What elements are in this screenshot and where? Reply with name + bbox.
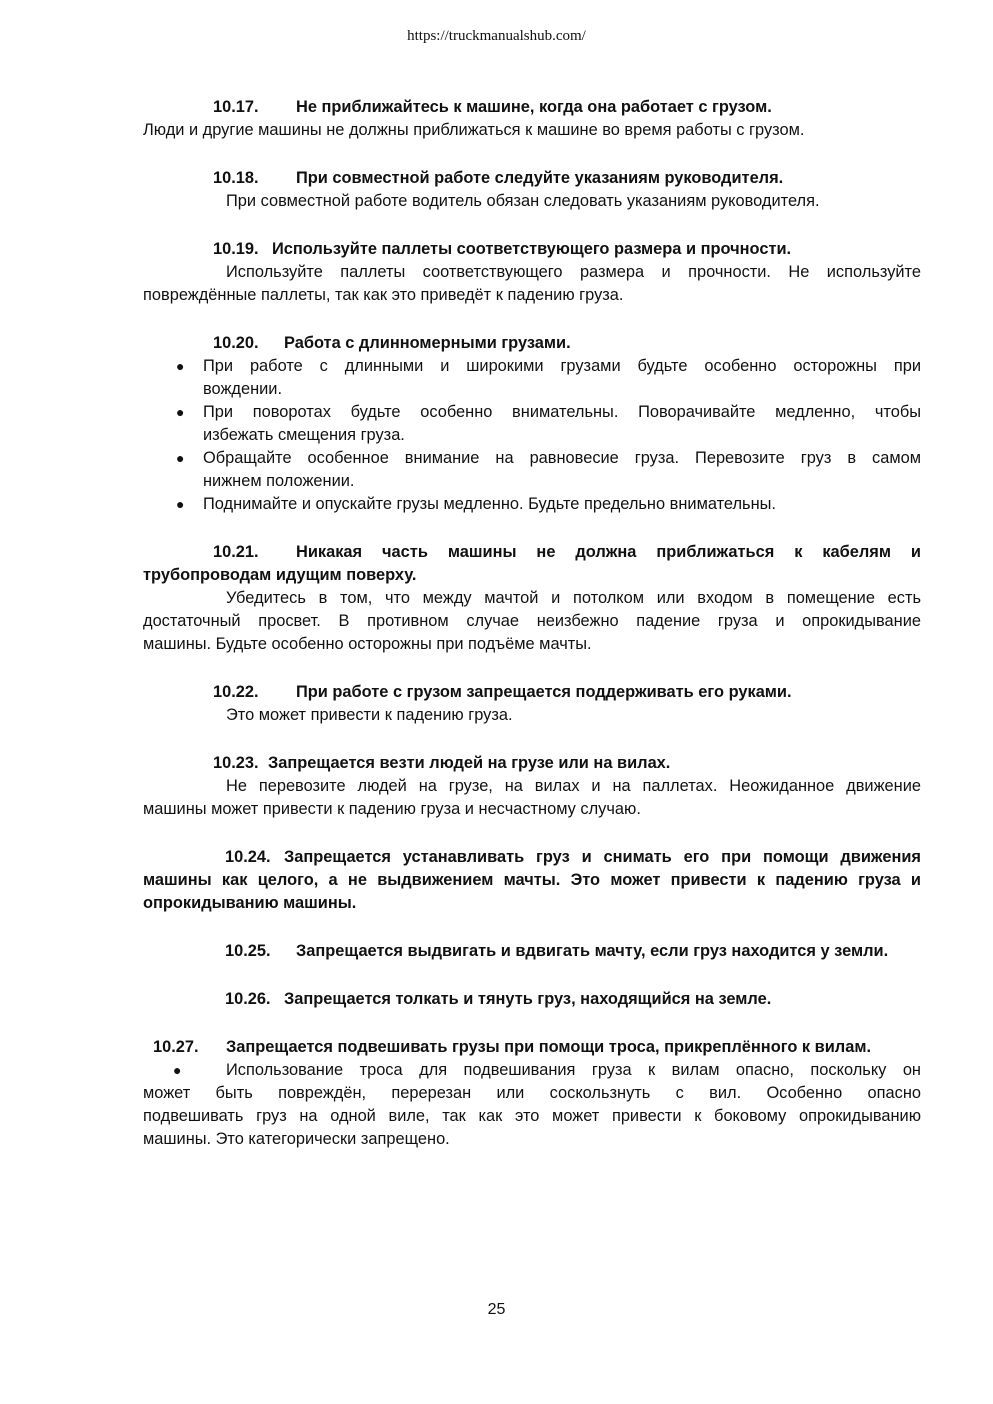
section-10-21-body-line: Убедитесь в том, что между мачтой и потолком или входом в помещение есть (226, 589, 921, 607)
section-10-24-heading-cont: машины как целого, а не выдвижением мачты. Это может привести к падению груза и (143, 871, 921, 889)
section-number: 10.25. (225, 942, 271, 960)
list-item-line: машины. Это категорически запрещено. (143, 1130, 450, 1148)
section-10-17-heading (143, 96, 921, 119)
list-item-line: При поворотах будьте особенно внимательны. Поворачивайте медленно, чтобы (203, 403, 921, 421)
section-10-22-body: Это может привести к падению груза. (226, 706, 513, 724)
section-10-23-heading (143, 752, 921, 775)
list-item-line: может быть повреждён, перерезан или соскользнуть с вил. Особенно опасно (143, 1084, 921, 1102)
list-item (143, 493, 921, 516)
section-title: Не приближайтесь к машине, когда она работает с грузом. (296, 98, 772, 116)
section-title: При работе с грузом запрещается поддерживать его руками. (296, 683, 792, 701)
list-item-line: избежать смещения груза. (203, 426, 405, 444)
section-10-17-body: Люди и другие машины не должны приближаться к машине во время работы с грузом. (143, 121, 805, 139)
section-10-22-heading (143, 681, 921, 704)
section-10-21-body-line: машины. Будьте особенно осторожны при подъёме мачты. (143, 635, 592, 653)
section-number: 10.24. (225, 848, 271, 866)
section-10-21-heading (143, 541, 921, 564)
section-number: 10.20. (213, 334, 259, 352)
section-10-24-heading (143, 846, 921, 869)
section-number: 10.19. (213, 240, 259, 258)
bullet-icon: ● (173, 1062, 182, 1078)
document-body (143, 96, 921, 1151)
section-10-23-body-line: машины может привести к падению груза и несчастному случаю. (143, 800, 641, 818)
section-10-20-heading (143, 332, 921, 355)
section-10-19-body-line: Используйте паллеты соответствующего размера и прочности. Не используйте (226, 263, 921, 281)
section-title: Никакая часть машины не должна приближаться к кабелям и (296, 543, 921, 561)
section-title: Работа с длинномерными грузами. (284, 334, 571, 352)
section-title: При совместной работе следуйте указаниям руководителя. (296, 169, 784, 187)
section-title: Запрещается подвешивать грузы при помощи троса, прикреплённого к вилам. (226, 1038, 872, 1056)
section-10-26-heading (143, 988, 921, 1011)
list-item (143, 355, 921, 401)
list-item-line: При работе с длинными и широкими грузами будьте особенно осторожны при (203, 357, 921, 375)
section-title: Запрещается выдвигать и вдвигать мачту, если груз находится у земли. (296, 942, 889, 960)
list-item-line: Поднимайте и опускайте грузы медленно. Будьте предельно внимательны. (203, 495, 776, 513)
bullet-icon: ● (176, 358, 185, 374)
section-title: Запрещается толкать и тянуть груз, находящийся на земле. (284, 990, 772, 1008)
section-number: 10.26. (225, 990, 271, 1008)
bullet-icon: ● (176, 450, 185, 466)
section-number: 10.27. (153, 1038, 199, 1056)
section-10-25-heading (143, 940, 921, 963)
list-item (143, 401, 921, 447)
section-title: Используйте паллеты соответствующего размера и прочности. (272, 240, 792, 258)
section-10-21-heading-cont: трубопроводам идущим поверху. (143, 566, 417, 584)
section-10-27-heading (143, 1036, 921, 1059)
section-number: 10.18. (213, 169, 259, 187)
section-title: Запрещается устанавливать груз и снимать его при помощи движения (284, 848, 921, 866)
section-10-23-body-line: Не перевозите людей на грузе, на вилах и на паллетах. Неожиданное движение (226, 777, 921, 795)
section-10-21-body-line: достаточный просвет. В противном случае неизбежно падение груза и опрокидывание (143, 612, 921, 630)
list-item (143, 1059, 921, 1151)
section-10-18-body: При совместной работе водитель обязан следовать указаниям руководителя. (226, 192, 820, 210)
bullet-icon: ● (176, 496, 185, 512)
list-item (143, 447, 921, 493)
section-10-24-heading-cont: опрокидыванию машины. (143, 894, 357, 912)
header-url[interactable]: https://truckmanualshub.com/ (407, 28, 586, 44)
list-item-line: подвешивать груз на одной виле, так как это может привести к боковому опрокидыванию (143, 1107, 921, 1125)
section-number: 10.22. (213, 683, 259, 701)
bullet-icon: ● (176, 404, 185, 420)
section-number: 10.17. (213, 98, 259, 116)
list-item-line: Использование троса для подвешивания груза к вилам опасно, поскольку он (226, 1061, 921, 1079)
list-item-line: Обращайте особенное внимание на равновесие груза. Перевозите груз в самом (203, 449, 921, 467)
section-number: 10.21. (213, 543, 259, 561)
list-item-line: вождении. (203, 380, 283, 398)
section-10-19-heading (143, 238, 921, 261)
section-10-18-heading (143, 167, 921, 190)
section-number: 10.23. (213, 754, 259, 772)
section-10-19-body-line: повреждённые паллеты, так как это приведёт к падению груза. (143, 286, 624, 304)
list-item-line: нижнем положении. (203, 472, 355, 490)
page-number: 25 (487, 1301, 506, 1318)
section-title: Запрещается везти людей на грузе или на вилах. (268, 754, 671, 772)
